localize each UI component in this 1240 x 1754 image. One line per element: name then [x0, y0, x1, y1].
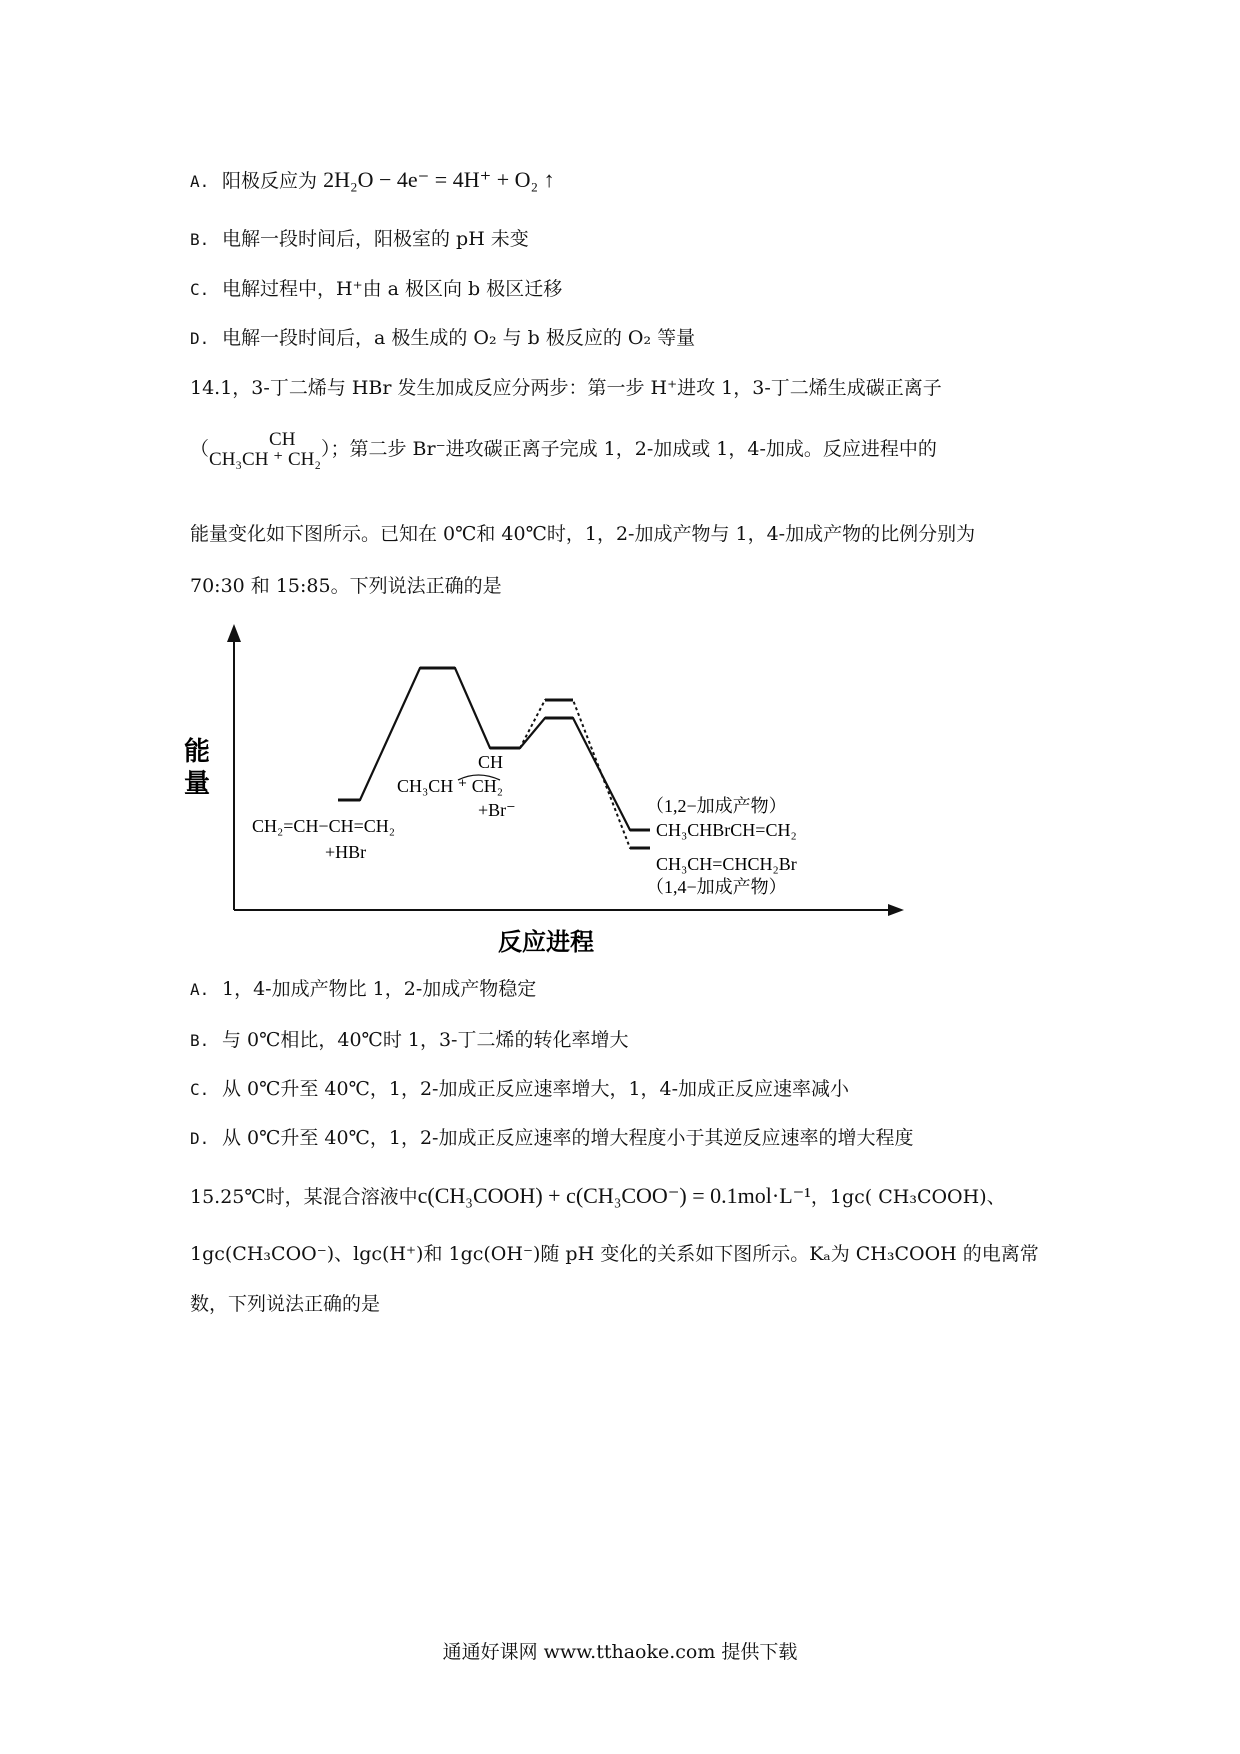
product-14-name: （1,4−加成产物） — [646, 877, 787, 897]
product-14-formula: CH₃CH=CHCH₂Br — [656, 854, 797, 874]
q14-option-a: A. 1，4-加成产物比 1，2-加成产物稳定 — [190, 978, 537, 1000]
reactant-label: CH₂=CH−CH=CH₂ — [252, 816, 396, 836]
intermediate-top-label: CH — [478, 752, 504, 772]
q15-stem-line1: 15.25℃时，某混合溶液中c(CH₃COOH) + c(CH₃COO⁻) = 0.1mol·L⁻¹，1gc( CH₃COOH)、 — [190, 1183, 1006, 1208]
q13-option-d: D. 电解一段时间后，a 极生成的 O₂ 与 b 极反应的 O₂ 等量 — [190, 327, 696, 349]
y-axis-arrow — [227, 624, 241, 642]
energy-profile-diagram — [184, 620, 910, 960]
product-12-name: （1,2−加成产物） — [646, 796, 787, 816]
q14-stem-line1: 14.1，3-丁二烯与 HBr 发生加成反应分两步：第一步 H⁺进攻 1，3-丁二烯生成碳正离子 — [190, 377, 942, 399]
product-12-formula: CH₃CHBrCH=CH₂ — [656, 820, 797, 840]
q14-stem-line3: 能量变化如下图所示。已知在 0℃和 40℃时，1，2-加成产物与 1，4-加成产物的比例分别为 — [190, 523, 976, 545]
q14-option-c: C. 从 0℃升至 40℃，1，2-加成正反应速率增大，1，4-加成正反应速率减小 — [190, 1078, 850, 1100]
q15-stem-line3: 数，下列说法正确的是 — [190, 1293, 381, 1315]
q14-stem-line4: 70:30 和 15:85。下列说法正确的是 — [190, 575, 502, 597]
intermediate-mid-label: CH₃CH ⁺ CH₂ — [397, 776, 504, 796]
q14-option-d: D. 从 0℃升至 40℃，1，2-加成正反应速率的增大程度小于其逆反应速率的增大程度 — [190, 1127, 914, 1149]
q13-option-c: C. 电解过程中，H⁺由 a 极区向 b 极区迁移 — [190, 278, 563, 300]
q13-option-a: A. 阳极反应为 2H₂O − 4e⁻ = 4H⁺ + O₂ ↑ — [190, 167, 555, 192]
concentration-equation: c(CH₃COOH) + c(CH₃COO⁻) = 0.1mol·L⁻¹ — [417, 1183, 811, 1208]
x-axis-arrow — [888, 904, 904, 916]
page-footer: 通通好课网 www.tthaoke.com 提供下载 — [442, 1641, 798, 1663]
anode-equation: 2H₂O − 4e⁻ = 4H⁺ + O₂ ↑ — [323, 167, 555, 192]
q14-stem-line2: （ CH CH₃CH ⁺ CH₂ ）；第二步 Br⁻进攻碳正离子完成 1，2-加成或 1，4-加成。反应进程中的 — [190, 429, 937, 470]
carbocation-structure: CH CH₃CH ⁺ CH₂ — [209, 429, 321, 470]
y-axis-label-2: 量 — [184, 769, 211, 798]
y-axis-label-1: 能 — [184, 737, 211, 766]
q15-stem-line2: 1gc(CH₃COO⁻)、lgc(H⁺)和 1gc(OH⁻)随 pH 变化的关系如下图所示。Kₐ为 CH₃COOH 的电离常 — [190, 1243, 1039, 1265]
reactant-hbr-label: +HBr — [325, 842, 367, 862]
q13-option-b: B. 电解一段时间后，阳极室的 pH 未变 — [190, 228, 529, 250]
x-axis-label: 反应进程 — [498, 930, 594, 956]
intermediate-br-label: +Br⁻ — [478, 800, 516, 820]
q14-option-b: B. 与 0℃相比，40℃时 1，3-丁二烯的转化率增大 — [190, 1029, 629, 1051]
energy-path-12-addition — [520, 700, 650, 848]
